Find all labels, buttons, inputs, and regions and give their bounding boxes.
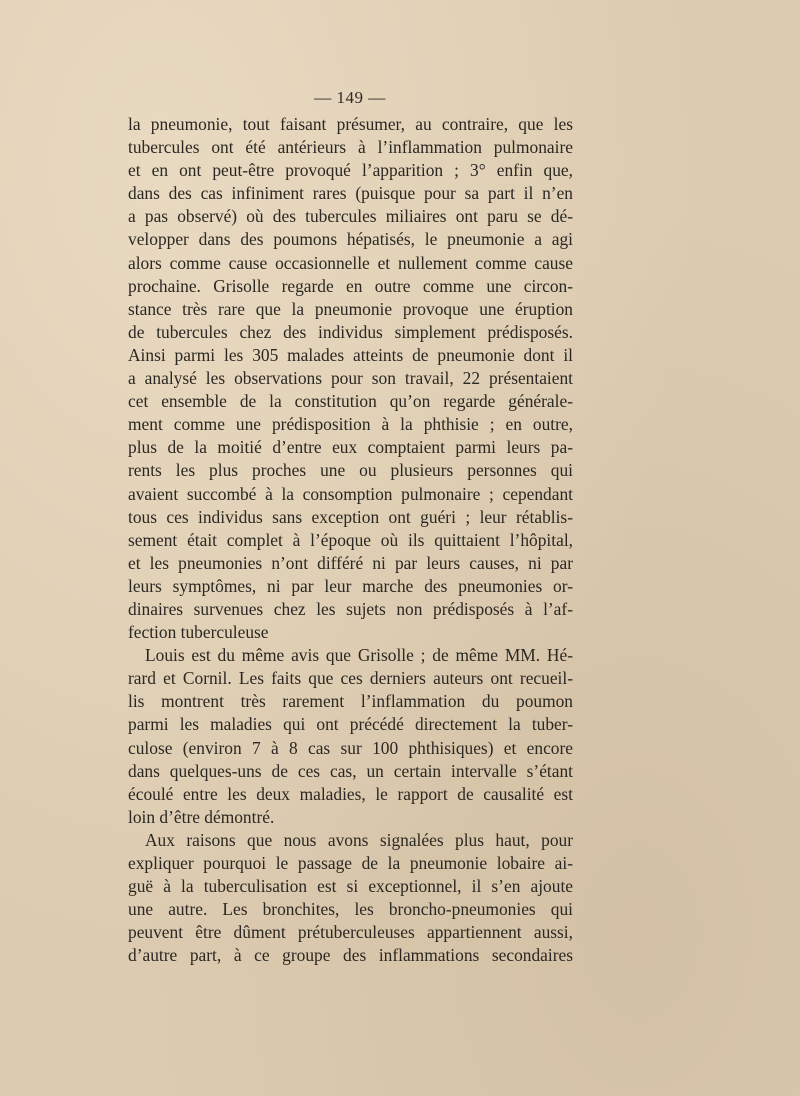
text-line: avaient succombé à la consomption pulmonaire ; cependant — [128, 483, 573, 504]
text-line: culose (environ 7 à 8 cas sur 100 phthisiques) et encore — [128, 737, 573, 758]
text-line: rents les plus proches une ou plusieurs personnes qui — [128, 460, 573, 481]
text-line: rard et Cornil. Les faits que ces derniers auteurs ont recueil- — [128, 668, 573, 689]
text-line: sement était complet à l’époque où ils quittaient l’hôpital, — [128, 529, 573, 550]
text-line: a pas observé) où des tubercules miliaires ont paru se dé- — [128, 206, 573, 227]
text-line: lis montrent très rarement l’inflammation du poumon — [128, 691, 573, 712]
text-line: velopper dans des poumons hépatisés, le pneumonie a agi — [128, 229, 573, 250]
paragraph-3 — [128, 829, 573, 968]
text-line: dans des cas infiniment rares (puisque pour sa part il n’en — [128, 183, 573, 204]
text-line: parmi les maladies qui ont précédé directement la tuber- — [128, 714, 573, 735]
text-line: et les pneumonies n’ont différé ni par leurs causes, ni par — [128, 552, 573, 573]
text-line: dinaires survenues chez les sujets non prédisposés à l’af- — [128, 598, 573, 619]
body-text — [128, 113, 573, 967]
text-line: tubercules ont été antérieurs à l’inflammation pulmonaire — [128, 137, 573, 158]
text-line: peuvent être dûment prétuberculeuses appartiennent aussi, — [128, 922, 573, 943]
text-line: fection tuberculeuse — [128, 622, 269, 643]
text-line: guë à la tuberculisation est si exceptionnel, il s’en ajoute — [128, 876, 573, 897]
text-line: et en ont peut-être provoqué l’apparition ; 3° enfin que, — [128, 160, 573, 181]
text-line: loin d’être démontré. — [128, 806, 275, 827]
text-line: leurs symptômes, ni par leur marche des pneumonies or- — [128, 575, 573, 596]
text-line: écoulé entre les deux maladies, le rapport de causalité est — [128, 783, 573, 804]
text-line: d’autre part, à ce groupe des inflammations secondaires — [128, 945, 573, 966]
text-line: expliquer pourquoi le passage de la pneumonie lobaire ai- — [128, 853, 573, 873]
text-line: de tubercules chez des individus simplement prédisposés. — [128, 321, 573, 342]
text-line: a analysé les observations pour son travail, 22 présentaient — [128, 368, 573, 389]
text-line: cet ensemble de la constitution qu’on regarde générale- — [128, 391, 573, 412]
text-line: Louis est du même avis que Grisolle ; de même MM. Hé- — [145, 645, 573, 666]
text-line: dans quelques-uns de ces cas, un certain intervalle s’étant — [128, 760, 573, 781]
text-line: Aux raisons que nous avons signalées plus haut, pour — [145, 829, 573, 850]
text-line: plus de la moitié d’entre eux comptaient parmi leurs pa- — [128, 437, 573, 458]
text-line: Ainsi parmi les 305 malades atteints de pneumonie dont il — [128, 344, 573, 365]
paragraph-2 — [128, 644, 573, 829]
text-line: prochaine. Grisolle regarde en outre comme une circon- — [128, 275, 573, 296]
paragraph-1 — [128, 113, 573, 644]
text-line: alors comme cause occasionnelle et nullement comme cause — [128, 252, 573, 273]
text-line: stance très rare que la pneumonie provoque une éruption — [128, 298, 573, 319]
page-number: — 149 — — [314, 88, 386, 107]
text-line: une autre. Les bronchites, les broncho-pneumonies qui — [128, 899, 573, 920]
text-line: la pneumonie, tout faisant présumer, au contraire, que les — [128, 114, 573, 134]
text-line: ment comme une prédisposition à la phthisie ; en outre, — [128, 414, 573, 435]
text-line: tous ces individus sans exception ont guéri ; leur rétablis- — [128, 506, 573, 527]
